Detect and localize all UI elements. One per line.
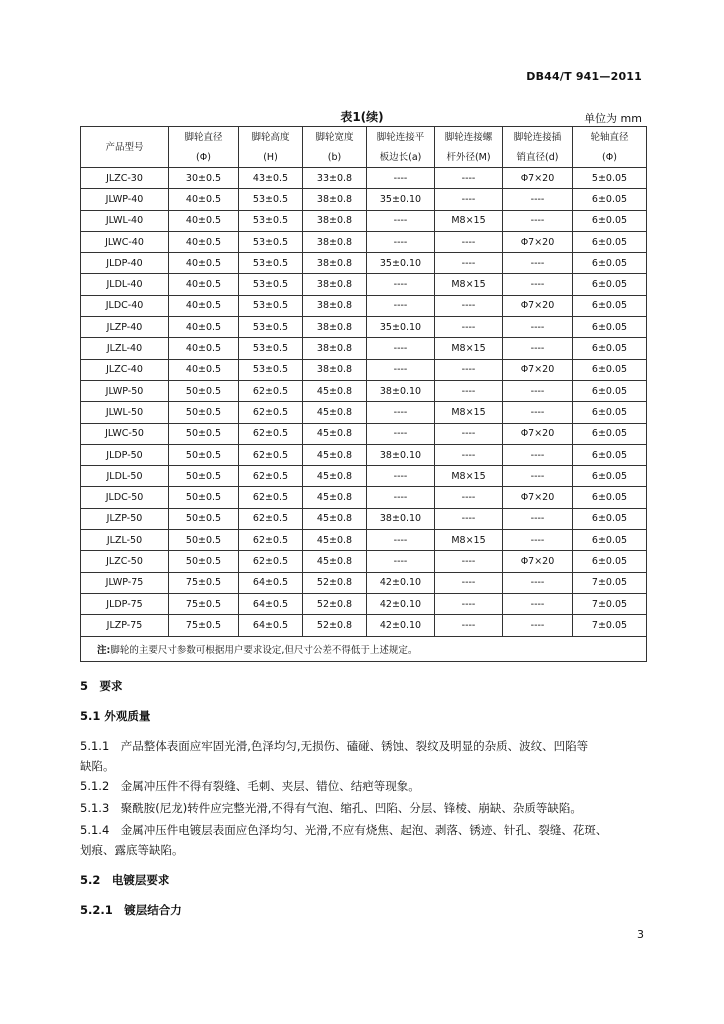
table-cell: ---- (503, 253, 573, 274)
specification-table (80, 126, 647, 662)
section-5-1-heading: 5.1 外观质量 (80, 709, 151, 723)
table-cell: 62±0.5 (239, 530, 303, 551)
table-cell: JLZL-50 (81, 530, 169, 551)
table-cell: JLZP-75 (81, 615, 169, 636)
table-cell: ---- (503, 380, 573, 401)
table-cell: 45±0.8 (303, 444, 367, 465)
table-cell: ---- (367, 274, 435, 295)
column-header-7-line1: 轮轴直径 (573, 127, 647, 148)
table-cell: Φ7×20 (503, 231, 573, 252)
table-cell: 40±0.5 (169, 338, 239, 359)
table-row (81, 572, 647, 593)
table-note-label: 注: (97, 644, 111, 656)
table-row (81, 444, 647, 465)
clause-5-1-4-line1: 5.1.4 金属冲压件电镀层表面应色泽均匀、光滑,不应有烧焦、起泡、剥落、锈迹、针孔、裂缝、花斑、 (80, 823, 608, 837)
table-cell: 45±0.8 (303, 508, 367, 529)
table-cell: JLZP-50 (81, 508, 169, 529)
table-cell: 38±0.8 (303, 231, 367, 252)
table-cell: 62±0.5 (239, 444, 303, 465)
clause-5-1-4-line2: 划痕、露底等缺陷。 (80, 843, 184, 857)
table-cell: 62±0.5 (239, 380, 303, 401)
table-cell: ---- (503, 615, 573, 636)
table-cell: JLDP-40 (81, 253, 169, 274)
table-cell: 6±0.05 (573, 295, 647, 316)
table-note (81, 636, 647, 661)
table-cell: ---- (435, 572, 503, 593)
table-row (81, 530, 647, 551)
table-cell: 5±0.05 (573, 168, 647, 189)
table-cell: 45±0.8 (303, 487, 367, 508)
table-cell: ---- (503, 530, 573, 551)
section-5-heading: 5 要求 (80, 679, 123, 693)
table-cell: Φ7×20 (503, 359, 573, 380)
column-header-2-line2: (H) (239, 147, 303, 168)
table-cell: ---- (503, 274, 573, 295)
table-cell: 75±0.5 (169, 615, 239, 636)
clause-5-1-1-line1: 5.1.1 产品整体表面应牢固光滑,色泽均匀,无损伤、磕碰、锈蚀、裂纹及明显的杂质、波纹、凹陷等 (80, 739, 589, 753)
table-cell: 38±0.8 (303, 295, 367, 316)
table-cell: ---- (435, 168, 503, 189)
table-cell: 38±0.8 (303, 274, 367, 295)
table-cell: JLWP-75 (81, 572, 169, 593)
table-cell: 38±0.8 (303, 210, 367, 231)
table-cell: 38±0.10 (367, 508, 435, 529)
table-cell: JLWC-40 (81, 231, 169, 252)
table-cell: ---- (367, 402, 435, 423)
table-cell: 40±0.5 (169, 231, 239, 252)
table-cell: 42±0.10 (367, 615, 435, 636)
table-row (81, 593, 647, 614)
table-cell: ---- (435, 253, 503, 274)
table-cell: JLZL-40 (81, 338, 169, 359)
table-cell: ---- (435, 189, 503, 210)
table-cell: 50±0.5 (169, 380, 239, 401)
table-cell: M8×15 (435, 338, 503, 359)
table-cell: 40±0.5 (169, 359, 239, 380)
table-note-text: 脚轮的主要尺寸参数可根据用户要求设定,但尺寸公差不得低于上述规定。 (110, 644, 418, 656)
table-cell: 45±0.8 (303, 423, 367, 444)
table-cell: 6±0.05 (573, 380, 647, 401)
table-cell: JLDC-50 (81, 487, 169, 508)
table-cell: 75±0.5 (169, 593, 239, 614)
table-cell: JLDP-75 (81, 593, 169, 614)
table-cell: JLWP-40 (81, 189, 169, 210)
clause-5-1-3: 5.1.3 聚酰胺(尼龙)转件应完整光滑,不得有气泡、缩孔、凹陷、分层、锋棱、崩缺、杂质等缺陷。 (80, 801, 582, 815)
column-header-1-line1: 脚轮直径 (169, 127, 239, 148)
table-cell: 30±0.5 (169, 168, 239, 189)
table-cell: 35±0.10 (367, 189, 435, 210)
table-cell: ---- (367, 551, 435, 572)
table-cell: 35±0.10 (367, 253, 435, 274)
table-cell: Φ7×20 (503, 487, 573, 508)
table-cell: 40±0.5 (169, 210, 239, 231)
table-cell: 50±0.5 (169, 402, 239, 423)
table-cell: 64±0.5 (239, 615, 303, 636)
table-cell: 38±0.10 (367, 444, 435, 465)
table-cell: 6±0.05 (573, 231, 647, 252)
table-cell: ---- (367, 466, 435, 487)
table-cell: 53±0.5 (239, 253, 303, 274)
table-row (81, 338, 647, 359)
table-cell: Φ7×20 (503, 295, 573, 316)
table-cell: 52±0.8 (303, 615, 367, 636)
table-cell: JLWC-50 (81, 423, 169, 444)
column-header-0: 产品型号 (81, 127, 169, 168)
table-cell: 6±0.05 (573, 338, 647, 359)
table-cell: JLZP-40 (81, 317, 169, 338)
table-row (81, 189, 647, 210)
clause-5-1-2: 5.1.2 金属冲压件不得有裂缝、毛刺、夹层、错位、结疤等现象。 (80, 779, 420, 793)
table-cell: 62±0.5 (239, 466, 303, 487)
table-row (81, 423, 647, 444)
table-cell: 6±0.05 (573, 402, 647, 423)
table-cell: 6±0.05 (573, 444, 647, 465)
table-cell: ---- (435, 317, 503, 338)
column-header-6-line1: 脚轮连接插 (503, 127, 573, 148)
table-cell: M8×15 (435, 210, 503, 231)
table-cell: ---- (503, 317, 573, 338)
column-header-5-line2: 杆外径(M) (435, 147, 503, 168)
table-cell: ---- (435, 295, 503, 316)
table-row (81, 466, 647, 487)
column-header-3-line2: (b) (303, 147, 367, 168)
table-cell: 40±0.5 (169, 253, 239, 274)
table-cell: ---- (367, 210, 435, 231)
table-cell: 50±0.5 (169, 423, 239, 444)
table-row (81, 359, 647, 380)
table-cell: 6±0.05 (573, 466, 647, 487)
table-cell: ---- (503, 338, 573, 359)
document-code: DB44/T 941—2011 (526, 70, 642, 83)
table-cell: 40±0.5 (169, 189, 239, 210)
table-cell: 45±0.8 (303, 530, 367, 551)
table-cell: 40±0.5 (169, 274, 239, 295)
table-cell: JLDP-50 (81, 444, 169, 465)
table-cell: ---- (503, 402, 573, 423)
table-row (81, 253, 647, 274)
table-cell: ---- (367, 168, 435, 189)
column-header-5-line1: 脚轮连接螺 (435, 127, 503, 148)
table-cell: 7±0.05 (573, 593, 647, 614)
table-cell: 35±0.10 (367, 317, 435, 338)
table-cell: JLDC-40 (81, 295, 169, 316)
table-row (81, 508, 647, 529)
table-cell: 38±0.8 (303, 338, 367, 359)
table-cell: Φ7×20 (503, 423, 573, 444)
table-cell: 62±0.5 (239, 487, 303, 508)
table-cell: 62±0.5 (239, 551, 303, 572)
table-cell: 45±0.8 (303, 402, 367, 423)
table-cell: Φ7×20 (503, 551, 573, 572)
table-row (81, 317, 647, 338)
column-header-7-line2: (Φ) (573, 147, 647, 168)
table-body (81, 168, 647, 662)
table-cell: 53±0.5 (239, 189, 303, 210)
table-cell: 64±0.5 (239, 572, 303, 593)
table-cell: 50±0.5 (169, 487, 239, 508)
table-cell: ---- (367, 231, 435, 252)
table-cell: ---- (503, 444, 573, 465)
table-cell: JLDL-40 (81, 274, 169, 295)
table-cell: ---- (367, 423, 435, 444)
table-row (81, 551, 647, 572)
table-cell: ---- (435, 359, 503, 380)
table-cell: M8×15 (435, 274, 503, 295)
table-cell: 62±0.5 (239, 423, 303, 444)
table-cell: 45±0.8 (303, 380, 367, 401)
table-cell: 40±0.5 (169, 317, 239, 338)
table-cell: 52±0.8 (303, 593, 367, 614)
column-header-4-line1: 脚轮连接平 (367, 127, 435, 148)
table-cell: Φ7×20 (503, 168, 573, 189)
table-cell: 6±0.05 (573, 530, 647, 551)
page-number: 3 (637, 928, 644, 941)
table-cell: ---- (367, 530, 435, 551)
table-cell: 52±0.8 (303, 572, 367, 593)
table-cell: 42±0.10 (367, 593, 435, 614)
table-cell: 50±0.5 (169, 551, 239, 572)
table-cell: 6±0.05 (573, 210, 647, 231)
table-cell: 53±0.5 (239, 210, 303, 231)
table-cell: ---- (435, 444, 503, 465)
table-cell: 38±0.8 (303, 317, 367, 338)
table-cell: 7±0.05 (573, 572, 647, 593)
table-cell: 53±0.5 (239, 317, 303, 338)
table-cell: 45±0.8 (303, 551, 367, 572)
table-cell: JLWL-50 (81, 402, 169, 423)
table-cell: 6±0.05 (573, 359, 647, 380)
table-cell: ---- (367, 338, 435, 359)
table-cell: ---- (435, 551, 503, 572)
table-cell: 38±0.8 (303, 189, 367, 210)
table-cell: ---- (503, 572, 573, 593)
table-cell: JLDL-50 (81, 466, 169, 487)
table-cell: JLZC-50 (81, 551, 169, 572)
table-cell: 40±0.5 (169, 295, 239, 316)
table-cell: 6±0.05 (573, 317, 647, 338)
table-cell: 6±0.05 (573, 253, 647, 274)
table-cell: JLZC-40 (81, 359, 169, 380)
section-5-2-1-heading: 5.2.1 镀层结合力 (80, 903, 182, 917)
table-cell: 6±0.05 (573, 423, 647, 444)
table-row (81, 231, 647, 252)
table-cell: 62±0.5 (239, 508, 303, 529)
table-cell: 75±0.5 (169, 572, 239, 593)
table-row (81, 274, 647, 295)
column-header-4-line2: 板边长(a) (367, 147, 435, 168)
table-cell: M8×15 (435, 466, 503, 487)
table-cell: 50±0.5 (169, 466, 239, 487)
table-cell: 38±0.8 (303, 359, 367, 380)
table-unit: 单位为 mm (584, 112, 642, 125)
table-cell: M8×15 (435, 530, 503, 551)
table-cell: 38±0.10 (367, 380, 435, 401)
table-row (81, 615, 647, 636)
table-cell: ---- (503, 210, 573, 231)
table-cell: 53±0.5 (239, 274, 303, 295)
table-row (81, 380, 647, 401)
table-cell: ---- (435, 615, 503, 636)
table-header (81, 127, 647, 168)
table-row (81, 295, 647, 316)
section-5-2-heading: 5.2 电镀层要求 (80, 873, 170, 887)
table-cell: 42±0.10 (367, 572, 435, 593)
table-cell: 50±0.5 (169, 530, 239, 551)
table-row (81, 487, 647, 508)
table-row (81, 210, 647, 231)
table-cell: JLWP-50 (81, 380, 169, 401)
table-cell: ---- (435, 508, 503, 529)
table-cell: JLZC-30 (81, 168, 169, 189)
column-header-1-line2: (Φ) (169, 147, 239, 168)
table-cell: M8×15 (435, 402, 503, 423)
table-cell: ---- (435, 423, 503, 444)
table-cell: 6±0.05 (573, 274, 647, 295)
table-cell: 6±0.05 (573, 189, 647, 210)
table-cell: ---- (503, 466, 573, 487)
table-cell: ---- (503, 189, 573, 210)
table-cell: 53±0.5 (239, 231, 303, 252)
clause-5-1-1-line2: 缺陷。 (80, 759, 115, 773)
table-cell: JLWL-40 (81, 210, 169, 231)
table-cell: 43±0.5 (239, 168, 303, 189)
column-header-6-line2: 销直径(d) (503, 147, 573, 168)
table-cell: 50±0.5 (169, 444, 239, 465)
table-cell: 53±0.5 (239, 338, 303, 359)
table-cell: ---- (435, 487, 503, 508)
table-row (81, 402, 647, 423)
table-cell: ---- (435, 231, 503, 252)
table-cell: 6±0.05 (573, 508, 647, 529)
table-cell: ---- (435, 593, 503, 614)
table-cell: ---- (435, 380, 503, 401)
table-cell: 7±0.05 (573, 615, 647, 636)
table-cell: 38±0.8 (303, 253, 367, 274)
table-title: 表1(续) (340, 110, 384, 124)
table-cell: 62±0.5 (239, 402, 303, 423)
table-cell: ---- (503, 508, 573, 529)
table-cell: 53±0.5 (239, 359, 303, 380)
table-cell: ---- (367, 487, 435, 508)
column-header-3-line1: 脚轮宽度 (303, 127, 367, 148)
table-row (81, 168, 647, 189)
table-cell: ---- (503, 593, 573, 614)
table-cell: ---- (367, 359, 435, 380)
table-cell: ---- (367, 295, 435, 316)
column-header-2-line1: 脚轮高度 (239, 127, 303, 148)
table-cell: 33±0.8 (303, 168, 367, 189)
table-cell: 50±0.5 (169, 508, 239, 529)
table-cell: 53±0.5 (239, 295, 303, 316)
table-cell: 64±0.5 (239, 593, 303, 614)
table-cell: 6±0.05 (573, 551, 647, 572)
table-cell: 45±0.8 (303, 466, 367, 487)
table-cell: 6±0.05 (573, 487, 647, 508)
